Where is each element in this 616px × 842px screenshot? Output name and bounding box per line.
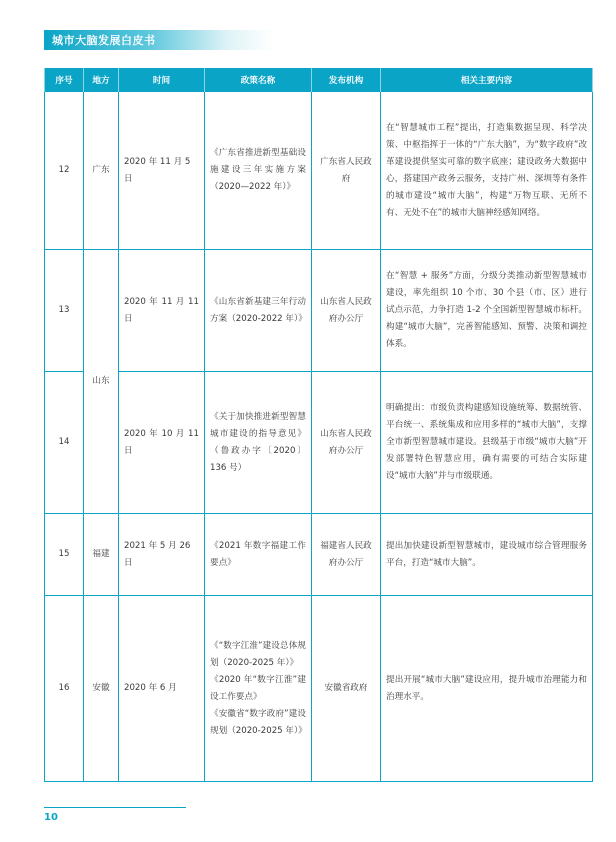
row-no: 16 — [45, 596, 84, 782]
section-banner — [44, 30, 274, 50]
row-region: 广东 — [84, 92, 119, 250]
row-policy: 《关于加快推进新型智慧城市建设的指导意见》（鲁政办字〔2020〕136 号） — [205, 372, 312, 514]
row-region: 福建 — [84, 514, 119, 596]
row-policy: 《山东省新基建三年行动方案（2020-2022 年）》 — [205, 250, 312, 372]
row-region: 山东 — [84, 250, 119, 514]
row-date: 2020 年 6 月 — [119, 596, 205, 782]
row-date: 2020 年 11 月 11 日 — [119, 250, 205, 372]
row-policy: 《广东省推进新型基础设施建设三年实施方案（2020—2022 年）》 — [205, 92, 312, 250]
table-row — [45, 514, 593, 596]
policy-line: 《安徽省“数字政府”建设规划（2020-2025 年）》 — [210, 708, 307, 736]
row-region: 安徽 — [84, 596, 119, 782]
table-row — [45, 92, 593, 250]
row-policy: 《2021 年数字福建工作要点》 — [205, 514, 312, 596]
policy-line: 《“数字江淮”建设总体规划（2020-2025 年）》 — [210, 640, 306, 668]
policy-table — [44, 68, 593, 782]
header-publisher: 发布机构 — [312, 68, 381, 92]
row-policy — [205, 596, 312, 782]
banner-title: 城市大脑发展白皮书 — [52, 34, 156, 47]
row-content: 明确提出：市级负责构建感知设施统筹、数据统管、平台统一、系统集成和应用多样的“城市大脑”，支撑全市新型智慧城市建设。县级基于市级“城市大脑”开发部署特色智慧应用，确有需要的可结合实际建设“城市大脑”并与市级联通。 — [381, 372, 593, 514]
header-region: 地方 — [84, 68, 119, 92]
row-date: 2021 年 5 月 26 日 — [119, 514, 205, 596]
row-date: 2020 年 10 月 11 日 — [119, 372, 205, 514]
row-publisher: 广东省人民政府 — [312, 92, 381, 250]
row-content: 提出加快建设新型智慧城市，建设城市综合管理服务平台，打造“城市大脑”。 — [381, 514, 593, 596]
row-no: 14 — [45, 372, 84, 514]
table-row — [45, 372, 593, 514]
row-publisher: 福建省人民政府办公厅 — [312, 514, 381, 596]
row-no: 15 — [45, 514, 84, 596]
row-content: 在“智慧城市工程”提出，打造集数据呈现、科学决策、中枢指挥于一体的“广东大脑”，为“数字政府”改革建设提供坚实可靠的数字底座；建设政务大数据中心，搭建国产政务云服务，支持广州、深圳等有条件的城市建设“城市大脑”，构建“万物互联、无所不有、无处不在”的城市大脑神经感知网络。 — [381, 92, 593, 250]
header-date: 时间 — [119, 68, 205, 92]
row-date: 2020 年 11 月 5 日 — [119, 92, 205, 250]
page-number: 10 — [44, 812, 58, 823]
table-row — [45, 596, 593, 782]
policy-line: 《2020 年“数字江淮”建设工作要点》 — [210, 674, 306, 702]
row-content: 提出开展“城市大脑”建设应用，提升城市治理能力和治理水平。 — [381, 596, 593, 782]
row-content: 在“智慧 + 服务”方面，分级分类推动新型智慧城市建设，率先组织 10 个市、30 个县（市、区）进行试点示范，力争打造 1-2 个全国新型智慧城市标杆。构建“城市大脑”，完善智能感知、预警、决策和调控体系。 — [381, 250, 593, 372]
footer-divider — [44, 807, 186, 808]
header-no: 序号 — [45, 68, 84, 92]
row-publisher: 山东省人民政府办公厅 — [312, 372, 381, 514]
header-content: 相关主要内容 — [381, 68, 593, 92]
table-header-row — [45, 68, 593, 92]
row-no: 13 — [45, 250, 84, 372]
row-publisher: 山东省人民政府办公厅 — [312, 250, 381, 372]
row-publisher: 安徽省政府 — [312, 596, 381, 782]
header-policy: 政策名称 — [205, 68, 312, 92]
table-row — [45, 250, 593, 372]
row-no: 12 — [45, 92, 84, 250]
